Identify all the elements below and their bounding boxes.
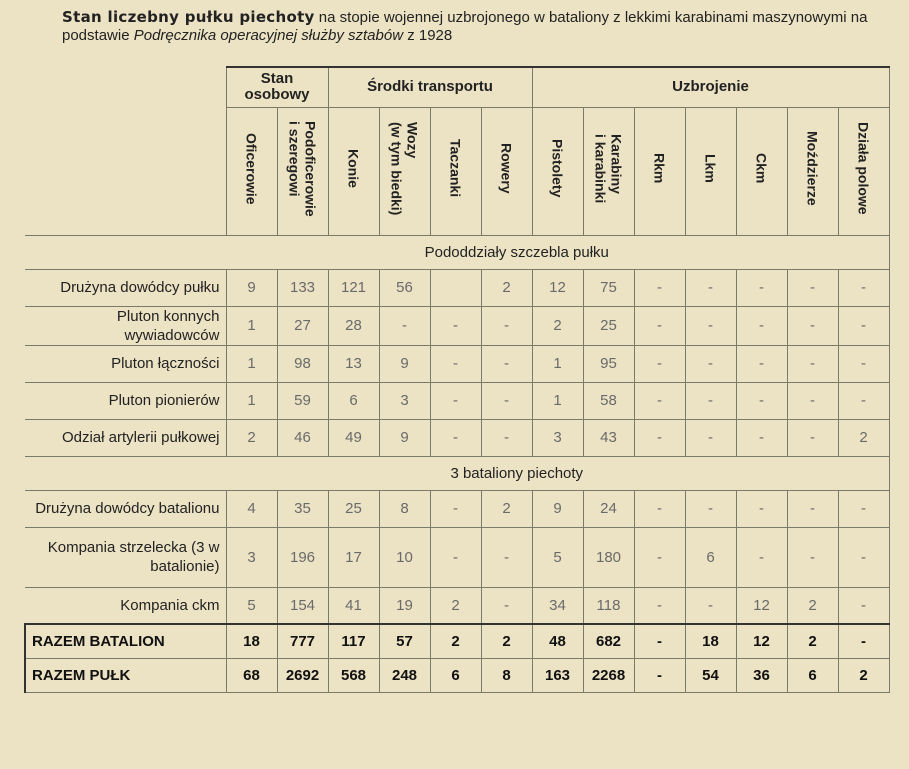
table-cell: 12 [532,269,583,306]
total-cell: 117 [328,624,379,658]
column-header-label: Pistolety [549,139,566,198]
table-cell: 1 [226,382,277,419]
table-cell: 6 [685,527,736,587]
total-cell: 6 [430,658,481,692]
column-header-label: Lkm [702,154,719,183]
column-header [430,107,481,235]
table-cell: - [634,490,685,527]
caption-text-1: na stopie wojennej uzbrojonego w bataliony z lekkimi karabinami maszynowymi na podstawie [62,9,868,44]
total-cell: - [634,624,685,658]
table-cell: 9 [532,490,583,527]
table-cell: 180 [583,527,634,587]
column-header [532,107,583,235]
column-header-label: Działa polowe [855,122,872,215]
total-row [25,624,889,658]
column-header-label: Moździerze [804,131,821,206]
total-cell: 6 [787,658,838,692]
total-cell: 2 [787,624,838,658]
table-cell: 13 [328,345,379,382]
table-cell: 118 [583,587,634,624]
column-header-label: Oficerowie [243,132,260,205]
column-header [379,107,430,235]
column-header-label: Karabiny i karabinki [592,133,625,204]
table-cell: 2 [787,587,838,624]
column-header-label: Rowery [498,143,515,194]
table-cell: 121 [328,269,379,306]
table-cell: 43 [583,419,634,456]
total-cell: 8 [481,658,532,692]
table-cell: 1 [226,345,277,382]
table-cell: 19 [379,587,430,624]
table-cell: - [685,345,736,382]
table-cell: - [634,587,685,624]
table-cell: 28 [328,306,379,345]
row-label: Drużyna dowódcy pułku [25,269,226,306]
total-cell: 57 [379,624,430,658]
table-cell: 9 [226,269,277,306]
table-cell: - [685,269,736,306]
table-cell: 34 [532,587,583,624]
table-cell: 25 [328,490,379,527]
table-cell: - [685,382,736,419]
total-cell: - [634,658,685,692]
table-cell: 35 [277,490,328,527]
row-label: Pluton pionierów [25,382,226,419]
total-cell: 2 [430,624,481,658]
table-cell: 4 [226,490,277,527]
table-cell: - [736,490,787,527]
corner-cell [25,67,226,235]
column-header [787,107,838,235]
table-cell: 3 [379,382,430,419]
table-cell: - [838,269,889,306]
total-label: RAZEM BATALION [25,624,226,658]
row-label: Pluton konnych wywiadowców [25,306,226,345]
group-header-stan: Stan osobowy [226,67,328,107]
table-cell: - [379,306,430,345]
table-row [25,527,889,587]
table-cell: 1 [532,382,583,419]
column-header [838,107,889,235]
total-cell: 68 [226,658,277,692]
table-cell: - [481,527,532,587]
table-cell: - [736,345,787,382]
table-cell: - [634,382,685,419]
section-title: 3 bataliony piechoty [25,456,889,490]
table-cell: - [481,345,532,382]
table-cell [430,269,481,306]
total-cell: 163 [532,658,583,692]
table-cell: - [430,490,481,527]
table-body [25,235,889,692]
table-cell: - [787,269,838,306]
table-cell: - [838,306,889,345]
total-cell: - [838,624,889,658]
caption-title: Stan liczebny pułku piechoty [62,8,315,26]
table-cell: - [430,306,481,345]
total-cell: 18 [226,624,277,658]
table-cell: 1 [532,345,583,382]
table-cell: 9 [379,345,430,382]
section-row [25,456,889,490]
total-cell: 54 [685,658,736,692]
table-cell: - [736,382,787,419]
table-cell: 8 [379,490,430,527]
table-cell: 2 [430,587,481,624]
table-cell: - [430,382,481,419]
table-cell: 12 [736,587,787,624]
table-row [25,269,889,306]
table-cell: 1 [226,306,277,345]
column-header [583,107,634,235]
group-header-transport: Środki transportu [328,67,532,107]
table-cell: - [838,490,889,527]
table-cell: - [787,345,838,382]
table-cell: - [838,527,889,587]
table-cell: 2 [481,269,532,306]
table-cell: - [838,345,889,382]
table-cell: 2 [532,306,583,345]
table-caption [62,8,882,45]
column-header-label: Taczanki [447,139,464,198]
table-cell: 27 [277,306,328,345]
total-cell: 18 [685,624,736,658]
table-cell: - [430,419,481,456]
total-cell: 777 [277,624,328,658]
table-cell: - [787,382,838,419]
table-cell: - [430,345,481,382]
total-cell: 568 [328,658,379,692]
column-header [634,107,685,235]
table-cell: - [481,419,532,456]
caption-book-title: Podręcznika operacyjnej służby sztabów [133,27,404,44]
table-cell: - [634,269,685,306]
table-row [25,382,889,419]
table-cell: - [481,382,532,419]
table-cell: - [481,587,532,624]
total-cell: 12 [736,624,787,658]
section-title: Pododdziały szczebla pułku [25,235,889,269]
total-cell: 2268 [583,658,634,692]
table-cell: 154 [277,587,328,624]
total-cell: 2 [838,658,889,692]
table-row [25,419,889,456]
table-cell: 58 [583,382,634,419]
table-cell: - [685,306,736,345]
table-cell: 133 [277,269,328,306]
total-cell: 48 [532,624,583,658]
table-cell: - [736,419,787,456]
table-cell: 6 [328,382,379,419]
caption-text-2: z 1928 [403,27,453,44]
table-cell: - [634,306,685,345]
total-label: RAZEM PUŁK [25,658,226,692]
column-header-label: Rkm [651,153,668,184]
table-cell: 2 [838,419,889,456]
group-header-uzbrojenie: Uzbrojenie [532,67,889,107]
row-label: Pluton łączności [25,345,226,382]
table-cell: - [685,419,736,456]
row-label: Kompania ckm [25,587,226,624]
table-cell: - [787,527,838,587]
column-header-label: Ckm [753,153,770,184]
table-cell: 17 [328,527,379,587]
total-cell: 2692 [277,658,328,692]
table-cell: 3 [226,527,277,587]
total-cell: 36 [736,658,787,692]
row-label: Drużyna dowódcy batalionu [25,490,226,527]
total-cell: 248 [379,658,430,692]
table-cell: - [838,382,889,419]
table-cell: - [634,419,685,456]
table-cell: - [736,306,787,345]
total-row [25,658,889,692]
row-label: Odział artylerii pułkowej [25,419,226,456]
column-header-label: Konie [345,149,362,188]
table-cell: - [838,587,889,624]
table-cell: - [430,527,481,587]
table-cell: - [634,345,685,382]
table-cell: 196 [277,527,328,587]
column-header [226,107,277,235]
table-cell: 41 [328,587,379,624]
table-cell: 5 [226,587,277,624]
table-cell: - [736,527,787,587]
column-header [328,107,379,235]
column-header-label: Wozy (w tym biedki) [388,121,421,216]
table-row [25,306,889,345]
table-cell: - [787,490,838,527]
table-cell: 9 [379,419,430,456]
table-cell: 59 [277,382,328,419]
table-cell: - [634,527,685,587]
section-row [25,235,889,269]
column-header [277,107,328,235]
row-label: Kompania strzelecka (3 w batalionie) [25,527,226,587]
table-cell: - [685,587,736,624]
column-header-label: Podoficerowie i szeregowi [286,120,319,217]
total-cell: 2 [481,624,532,658]
table-cell: - [736,269,787,306]
table-cell: 24 [583,490,634,527]
column-header [685,107,736,235]
table-cell: - [481,306,532,345]
table-row [25,587,889,624]
total-cell: 682 [583,624,634,658]
column-header [736,107,787,235]
table-cell: 46 [277,419,328,456]
table-cell: 3 [532,419,583,456]
table-cell: 2 [226,419,277,456]
table-cell: 25 [583,306,634,345]
table-cell: - [685,490,736,527]
table-cell: 2 [481,490,532,527]
table-cell: 5 [532,527,583,587]
table-row [25,490,889,527]
column-header [481,107,532,235]
table-cell: 10 [379,527,430,587]
strength-table [24,66,890,693]
table-cell: - [787,419,838,456]
table-cell: 56 [379,269,430,306]
table-cell: 98 [277,345,328,382]
table-cell: 49 [328,419,379,456]
table-row [25,345,889,382]
table-cell: - [787,306,838,345]
table-cell: 95 [583,345,634,382]
table-cell: 75 [583,269,634,306]
